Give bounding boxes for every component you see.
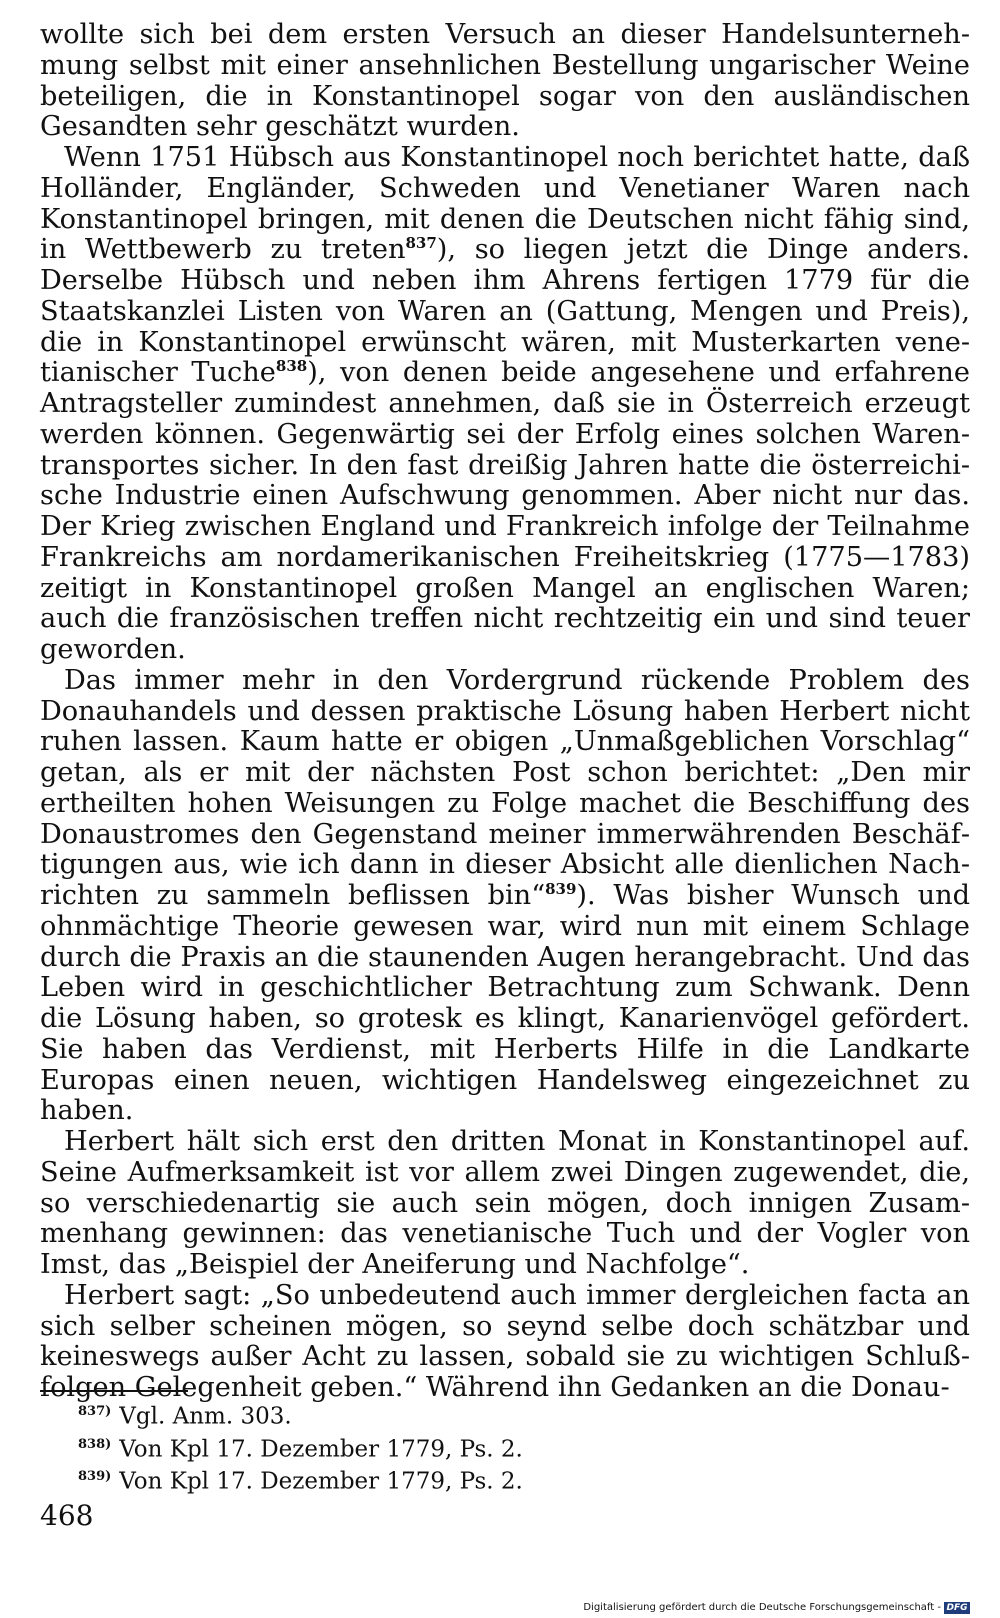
footnote-number: 838): [78, 1436, 112, 1452]
footnote-number: 837): [78, 1404, 112, 1419]
paragraph-2-part-1: Wenn 1751 Hübsch aus Konstantinopel noch berichtet hatte, daß Holländer, Engländer, Schweden und Venetianer Waren nach Konstantinopel bringen, mit denen die Deutschen nicht fähig sind, in Wettbewerb zu treten: [40, 142, 970, 266]
page-number: 468: [40, 1499, 94, 1532]
dfg-logo: DFG: [944, 1602, 970, 1614]
footnote-838: [78, 1431, 778, 1464]
paragraph-2-part-3: ), von denen beide angesehene und erfahrene Antragsteller zumindest annehmen, daß sie in Österreich erzeugt werden können. Gegenwärtig sei der Erfolg eines solchen Warentransportes sicher. In den fast dreißig Jahren hatte die österreichische Industrie einen Aufschwung genommen. Aber nicht nur das. Der Krieg zwischen England und Frankreich infolge der Teilnahme Frankreichs am nordamerikanischen Freiheitskrieg (1775—1783) zeitigt in Konstantinopel großen Mangel an englischen Waren; auch die französischen treffen nicht rechtzeitig ein und sind teuer geworden.: [40, 357, 971, 665]
paragraph-4: Herbert hält sich erst den dritten Monat in Konstantinopel auf. Seine Aufmerksamkeit ist vor allem zwei Dingen zugewendet, die, so verschiedenartig sie auch sein mögen, doch innigen Zusammenhang gewinnen: das venetianische Tuch und der Vogler von Imst, das „Beispiel der Aneiferung und Nachfolge“.: [40, 1126, 970, 1280]
footnote-837: [78, 1398, 778, 1431]
paragraph-3-part-2: ). Was bisher Wunsch und ohnmächtige Theorie gewesen war, wird nun mit einem Schlage durch die Praxis an die staunenden Augen herangebracht. Und das Leben wird in geschichtlicher Betrachtung zum Schwank. Denn die Lösung haben, so grotesk es klingt, Kanarienvögel gefördert. Sie haben das Verdienst, mit Herberts Hilfe in die Landkarte Europas einen neuen, wichtigen Handelsweg eingezeichnet zu haben.: [40, 880, 970, 1127]
footnote-ref-839: 839: [545, 879, 577, 898]
footnote-text: Vgl. Anm. 303.: [119, 1403, 292, 1430]
paragraph-5: Herbert sagt: „So unbedeutend auch immer dergleichen facta an sich selber scheinen mögen, so seynd selbe doch schätzbar und keineswegs außer Acht zu lassen, sobald sie zu wichtigen Schlußfolgen Gelegenheit geben.“ Während ihn Gedanken an die Donau-: [40, 1279, 970, 1403]
footnote-ref-837: 837: [405, 234, 437, 253]
paragraph-3: [40, 666, 970, 1127]
footnote-text: Von Kpl 17. Dezember 1779, Ps. 2.: [119, 1436, 523, 1463]
paragraph-2-part-2: ), so liegen jetzt die Dinge anders. Derselbe Hübsch und neben ihm Ahrens fertigen 1779 für die Staatskanzlei Listen von Waren an (Gattung, Mengen und Preis), die in Konstantinopel erwünscht wären, mit Musterkarten venetianischer Tuche: [40, 234, 970, 389]
body-text: [40, 20, 970, 1404]
paragraph-2: [40, 143, 970, 666]
footnote-text: Von Kpl 17. Dezember 1779, Ps. 2.: [119, 1468, 523, 1495]
paragraph-1: wollte sich bei dem ersten Versuch an dieser Handelsunternehmung selbst mit einer ansehnlichen Bestellung ungarischer Weine beteiligen, die in Konstantinopel sogar von den ausländischen Gesandten sehr geschätzt wurden.: [40, 19, 970, 143]
footnote-divider: [40, 1390, 188, 1392]
footnote-839: [78, 1463, 778, 1496]
footnotes: [78, 1398, 778, 1496]
credit-text: Digitalisierung gefördert durch die Deutsche Forschungsgemeinschaft -: [583, 1602, 941, 1613]
footnote-number: 839): [78, 1469, 112, 1485]
footnote-ref-838: 838: [275, 357, 308, 376]
digitization-credit: [583, 1601, 970, 1615]
paragraph-3-part-1: Das immer mehr in den Vordergrund rückende Problem des Donauhandels und dessen praktische Lösung haben Herbert nicht ruhen lassen. Kaum hatte er obigen „Unmaßgeblichen Vorschlag“ getan, als er mit der nächsten Post schon berichtet: „Den mir ertheilten hohen Weisungen zu Folge machet die Beschiffung des Donaustromes den Gegenstand meiner immerwährenden Beschäftigungen aus, wie ich dann in dieser Absicht alle dienlichen Nachrichten zu sammeln beflissen bin“: [40, 664, 970, 911]
